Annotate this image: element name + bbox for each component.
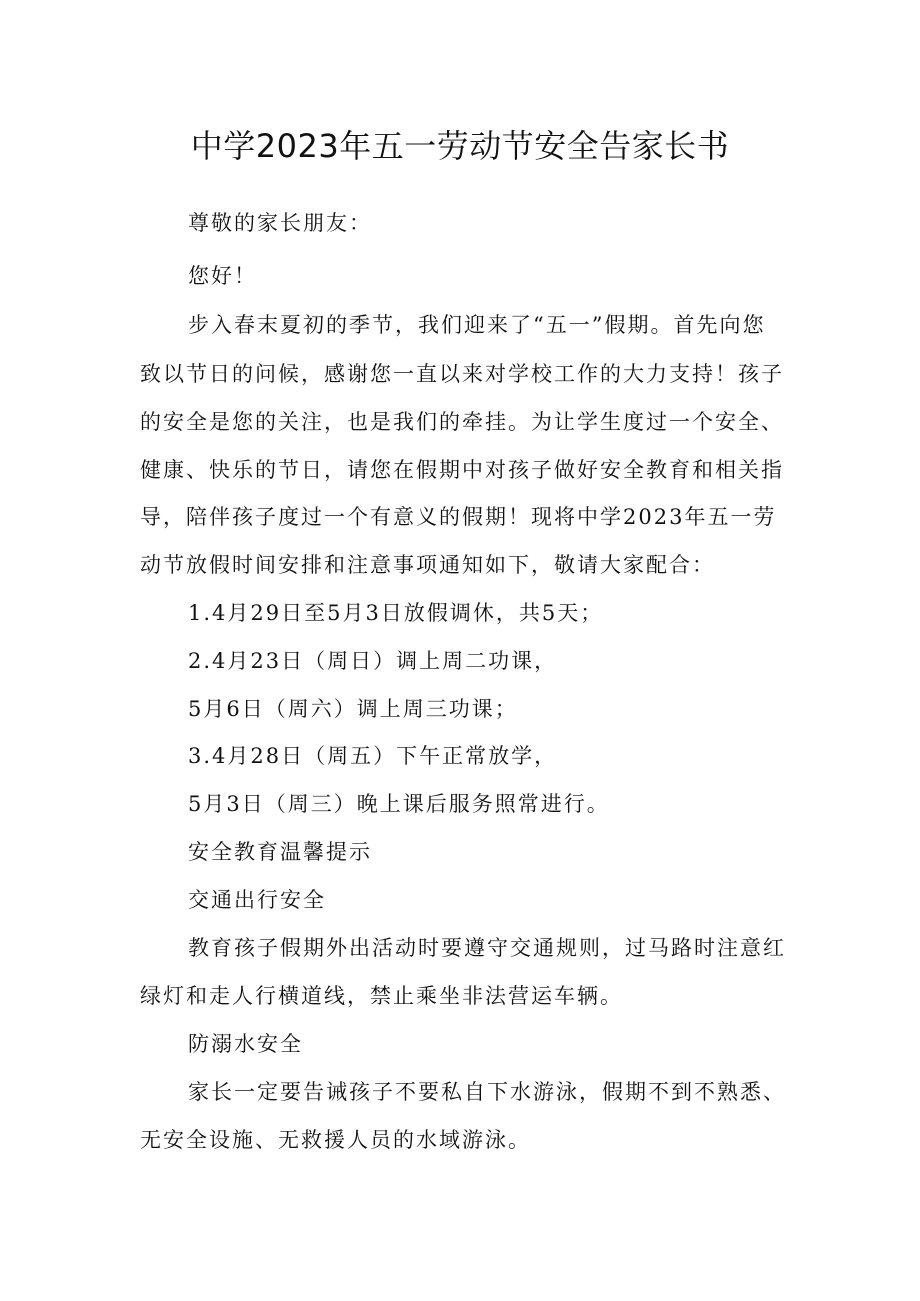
schedule-item: 3.4月28日（周五）下午正常放学， xyxy=(188,744,558,768)
paragraph-line: 的安全是您的关注，也是我们的牵挂。为让学生度过一个安全、 xyxy=(140,410,784,434)
paragraph-line: 家长一定要告诫孩子不要私自下水游泳，假期不到不熟悉、 xyxy=(188,1080,786,1104)
paragraph-line: 绿灯和走人行横道线，禁止乘坐非法营运车辆。 xyxy=(140,984,623,1008)
paragraph-line: 无安全设施、无救援人员的水域游泳。 xyxy=(140,1128,531,1152)
paragraph-line: 致以节日的问候，感谢您一直以来对学校工作的大力支持！孩子 xyxy=(140,362,784,386)
subsection-heading: 交通出行安全 xyxy=(188,888,326,912)
paragraph-line: 教育孩子假期外出活动时要遵守交通规则，过马路时注意红 xyxy=(188,936,786,960)
paragraph-line: 健康、快乐的节日，请您在假期中对孩子做好安全教育和相关指 xyxy=(140,458,784,482)
paragraph-line: 导，陪伴孩子度过一个有意义的假期！现将中学2023年五一劳 xyxy=(140,505,777,529)
section-heading: 安全教育温馨提示 xyxy=(188,840,372,864)
salutation-line: 尊敬的家长朋友： xyxy=(188,211,372,235)
schedule-item: 2.4月23日（周日）调上周二功课， xyxy=(188,649,558,673)
schedule-item: 1.4月29日至5月3日放假调休，共5天； xyxy=(188,601,604,625)
paragraph-line: 动节放假时间安排和注意事项通知如下，敬请大家配合： xyxy=(140,553,715,577)
schedule-item: 5月3日（周三）晚上课后服务照常进行。 xyxy=(188,792,610,816)
subsection-heading: 防溺水安全 xyxy=(188,1032,303,1056)
greeting-line: 您好！ xyxy=(188,264,257,288)
paragraph-line: 步入春末夏初的季节，我们迎来了“五一”假期。首先向您 xyxy=(188,313,766,337)
schedule-item: 5月6日（周六）调上周三功课； xyxy=(188,697,518,721)
document-title: 中学2023年五一劳动节安全告家长书 xyxy=(190,127,730,165)
